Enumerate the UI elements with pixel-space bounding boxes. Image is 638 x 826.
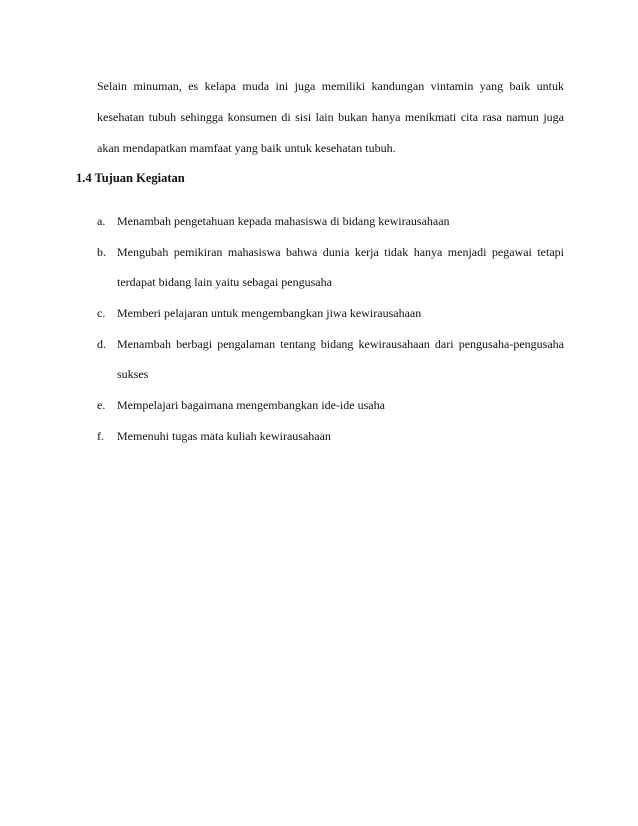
list-item — [97, 421, 564, 451]
list-marker: d. — [97, 337, 106, 351]
section-heading: 1.4 Tujuan Kegiatan — [76, 171, 185, 185]
list-marker: e. — [97, 398, 106, 412]
list-item-text: Menambah berbagi pengalaman tentang bidang kewirausahaan dari pengusaha-pengusaha sukses — [117, 337, 564, 381]
list-item — [97, 390, 564, 420]
list-marker: c. — [97, 306, 106, 320]
objectives-list — [97, 206, 564, 452]
list-item — [97, 237, 564, 297]
list-item-text: Memberi pelajaran untuk mengembangkan jiwa kewirausahaan — [117, 306, 422, 320]
list-marker: f. — [97, 429, 104, 443]
list-item-text: Mengubah pemikiran mahasiswa bahwa dunia kerja tidak hanya menjadi pegawai tetapi terdapat bidang lain yaitu sebagai pengusaha — [117, 245, 564, 289]
list-item-text: Memenuhi tugas mata kuliah kewirausahaan — [117, 429, 331, 443]
list-marker: b. — [97, 245, 106, 259]
list-item — [97, 206, 564, 236]
list-item — [97, 298, 564, 328]
list-marker: a. — [97, 214, 106, 228]
list-item — [97, 329, 564, 389]
list-item-text: Mempelajari bagaimana mengembangkan ide-ide usaha — [117, 398, 385, 412]
intro-paragraph: Selain minuman, es kelapa muda ini juga memiliki kandungan vintamin yang baik untuk kesehatan tubuh sehingga konsumen di sisi lain bukan hanya menikmati cita rasa namun juga akan mendapatkan mamfaat yang baik untuk kesehatan tubuh. — [97, 79, 564, 155]
list-item-text: Menambah pengetahuan kepada mahasiswa di bidang kewirausahaan — [117, 214, 450, 228]
